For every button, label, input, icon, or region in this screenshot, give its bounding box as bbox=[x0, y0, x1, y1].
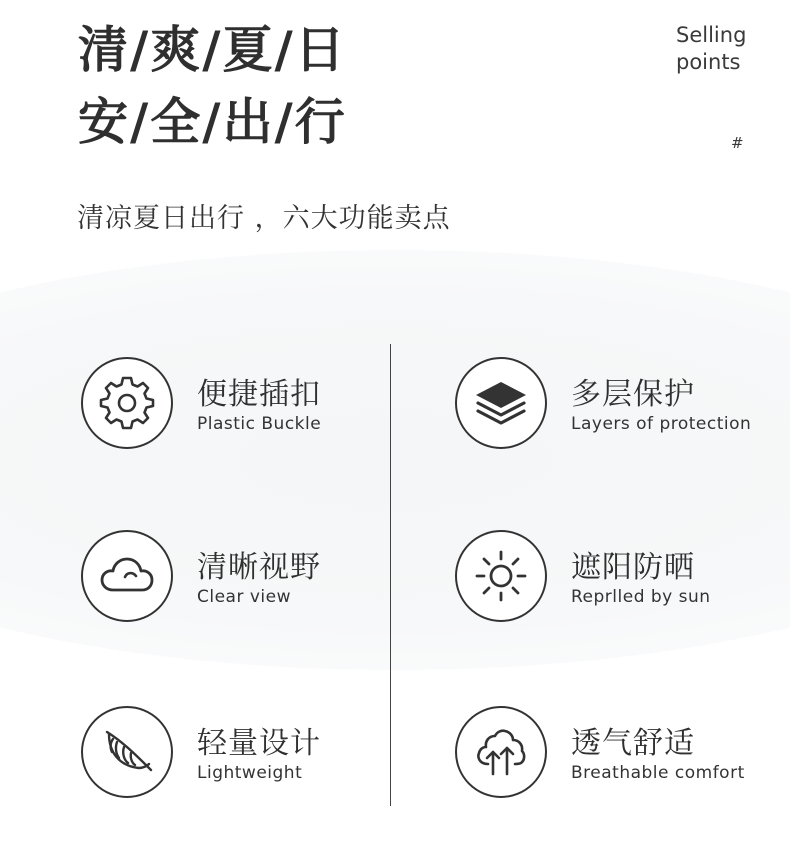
feature-title: 清晰视野 bbox=[197, 550, 321, 585]
page-subtitle: 清凉夏日出行 ，六大功能卖点 bbox=[77, 203, 451, 234]
feature-subtitle: Layers of protection bbox=[571, 414, 752, 434]
feature-subtitle: Lightweight bbox=[197, 763, 303, 783]
gear-icon bbox=[97, 373, 157, 433]
selling-label-line-2: points bbox=[676, 50, 741, 74]
page-title-line-2: 安/全/出/行 bbox=[78, 93, 347, 151]
hash-mark: # bbox=[731, 134, 744, 152]
feature-subtitle: Plastic Buckle bbox=[197, 414, 322, 434]
feature-subtitle: Reprlled by sun bbox=[571, 587, 711, 607]
feature-title: 多层保护 bbox=[571, 377, 695, 412]
feature-icon-circle bbox=[81, 706, 173, 798]
page-title-line-1: 清/爽/夏/日 bbox=[78, 21, 347, 79]
feature-subtitle: Breathable comfort bbox=[571, 763, 745, 783]
feature-icon-circle bbox=[455, 357, 547, 449]
feature-icon-circle bbox=[455, 706, 547, 798]
cloud-icon bbox=[97, 546, 157, 606]
selling-points-label bbox=[676, 22, 746, 76]
feature-title: 遮阳防晒 bbox=[571, 550, 695, 585]
selling-label-line-1: Selling bbox=[676, 23, 747, 47]
feature-icon-circle bbox=[81, 357, 173, 449]
feature-subtitle: Clear view bbox=[197, 587, 292, 607]
feather-icon bbox=[97, 722, 157, 782]
feature-title: 透气舒适 bbox=[571, 726, 695, 761]
feature-title: 轻量设计 bbox=[197, 726, 321, 761]
feature-title: 便捷插扣 bbox=[197, 377, 321, 412]
feature-icon-circle bbox=[455, 530, 547, 622]
sun-icon bbox=[471, 546, 531, 606]
layers-icon bbox=[470, 372, 532, 434]
feature-icon-circle bbox=[81, 530, 173, 622]
center-divider bbox=[390, 344, 391, 806]
tree-arrows-icon bbox=[471, 722, 531, 782]
